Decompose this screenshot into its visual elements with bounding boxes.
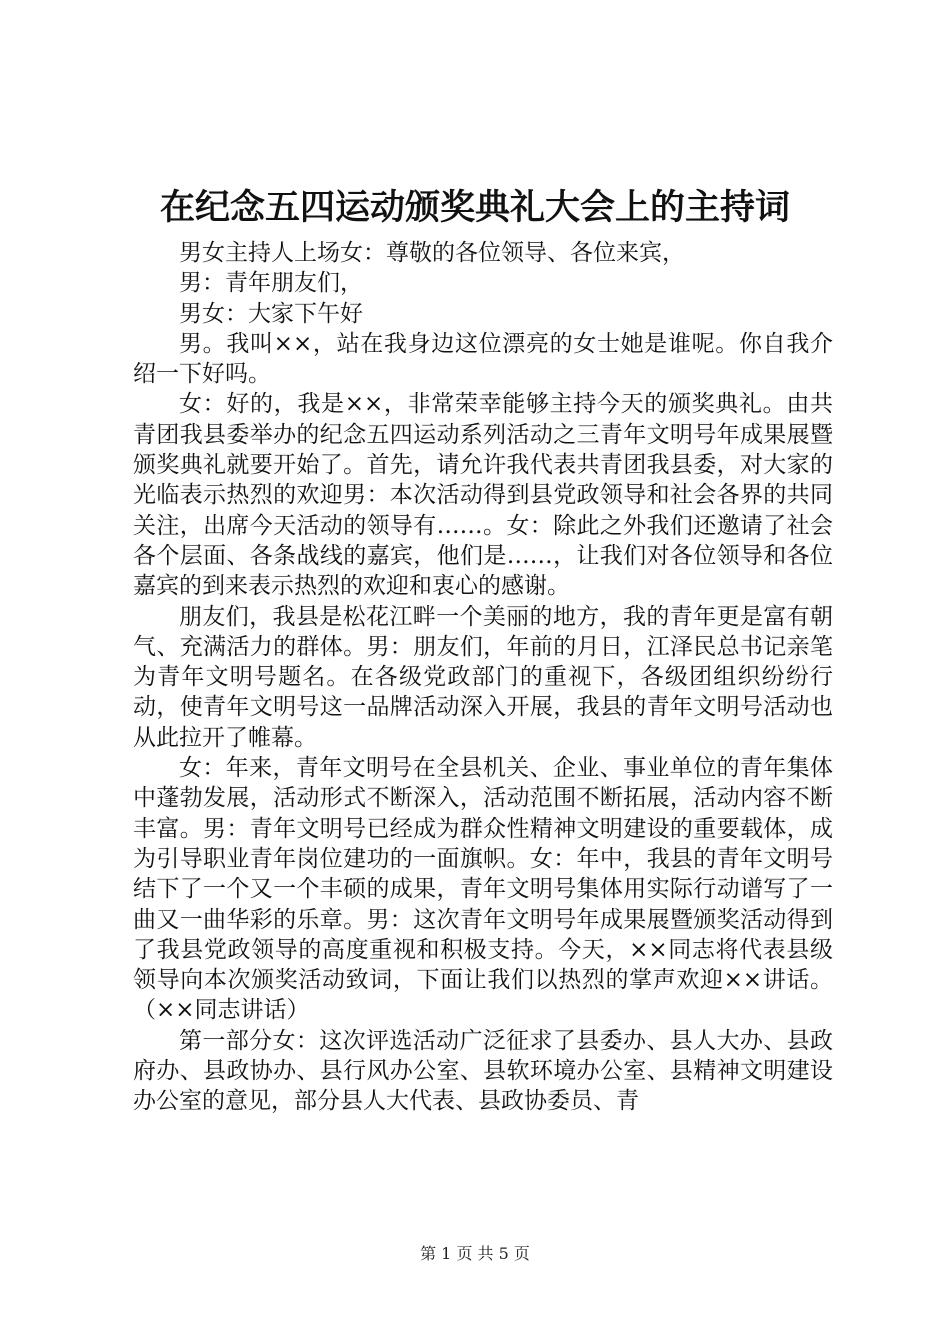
paragraph: 男女主持人上场女：尊敬的各位领导、各位来宾， <box>179 240 685 266</box>
document-title: 在纪念五四运动颁奖典礼大会上的主持词 <box>159 187 790 228</box>
paragraph: 女：年来，青年文明号在全县机关、企业、事业单位的青年集体中蓬勃发展，活动形式不断深入，活动范围不断拓展，活动内容不断丰富。男：青年文明号已经成为群众性精神文明建设的重要载体，成为引导职业青年岗位建功的一面旗帜。女：年中，我县的青年文明号结下了一个又一个丰硕的成果，青年文明号集体用实际行动谱写了一曲又一曲华彩的乐章。男：这次青年文明号年成果展暨颁奖活动得到了我县党政领导的高度重视和积极支持。今天，××同志将代表县级领导向本次颁奖活动致词，下面让我们以热烈的掌声欢迎××讲话。（××同志讲话） <box>133 755 833 1024</box>
paragraph: 男：青年朋友们， <box>179 270 363 297</box>
paragraph: 朋友们，我县是松花江畔一个美丽的地方，我的青年更是富有朝气、充满活力的群体。男：朋友们，年前的月日，江泽民总书记亲笔为青年文明号题名。在各级党政部门的重视下，各级团组织纷纷行动，使青年文明号这一品牌活动深入开展，我县的青年文明号活动也从此拉开了帷幕。 <box>133 603 833 751</box>
document-body <box>133 238 833 1117</box>
page-number-footer: 第 1 页 共 5 页 <box>420 1244 530 1263</box>
paragraph: 男。我叫××，站在我身边这位漂亮的女士她是谁呢。你自我介绍一下好吗。 <box>133 330 833 388</box>
paragraph: 男女：大家下午好 <box>179 300 363 327</box>
paragraph: 女：好的，我是××，非常荣幸能够主持今天的颁奖典礼。由共青团我县委举办的纪念五四运动系列活动之三青年文明号年成果展暨颁奖典礼就要开始了。首先，请允许我代表共青团我县委，对大家的光临表示热烈的欢迎男：本次活动得到县党政领导和社会各界的共同关注，出席今天活动的领导有……。女：除此之外我们还邀请了社会各个层面、各条战线的嘉宾，他们是……，让我们对各位领导和各位嘉宾的到来表示热烈的欢迎和衷心的感谢。 <box>133 391 833 600</box>
paragraph: 第一部分女：这次评选活动广泛征求了县委办、县人大办、县政府办、县政协办、县行风办公室、县软环境办公室、县精神文明建设办公室的意见，部分县人大代表、县政协委员、青 <box>133 1027 833 1115</box>
